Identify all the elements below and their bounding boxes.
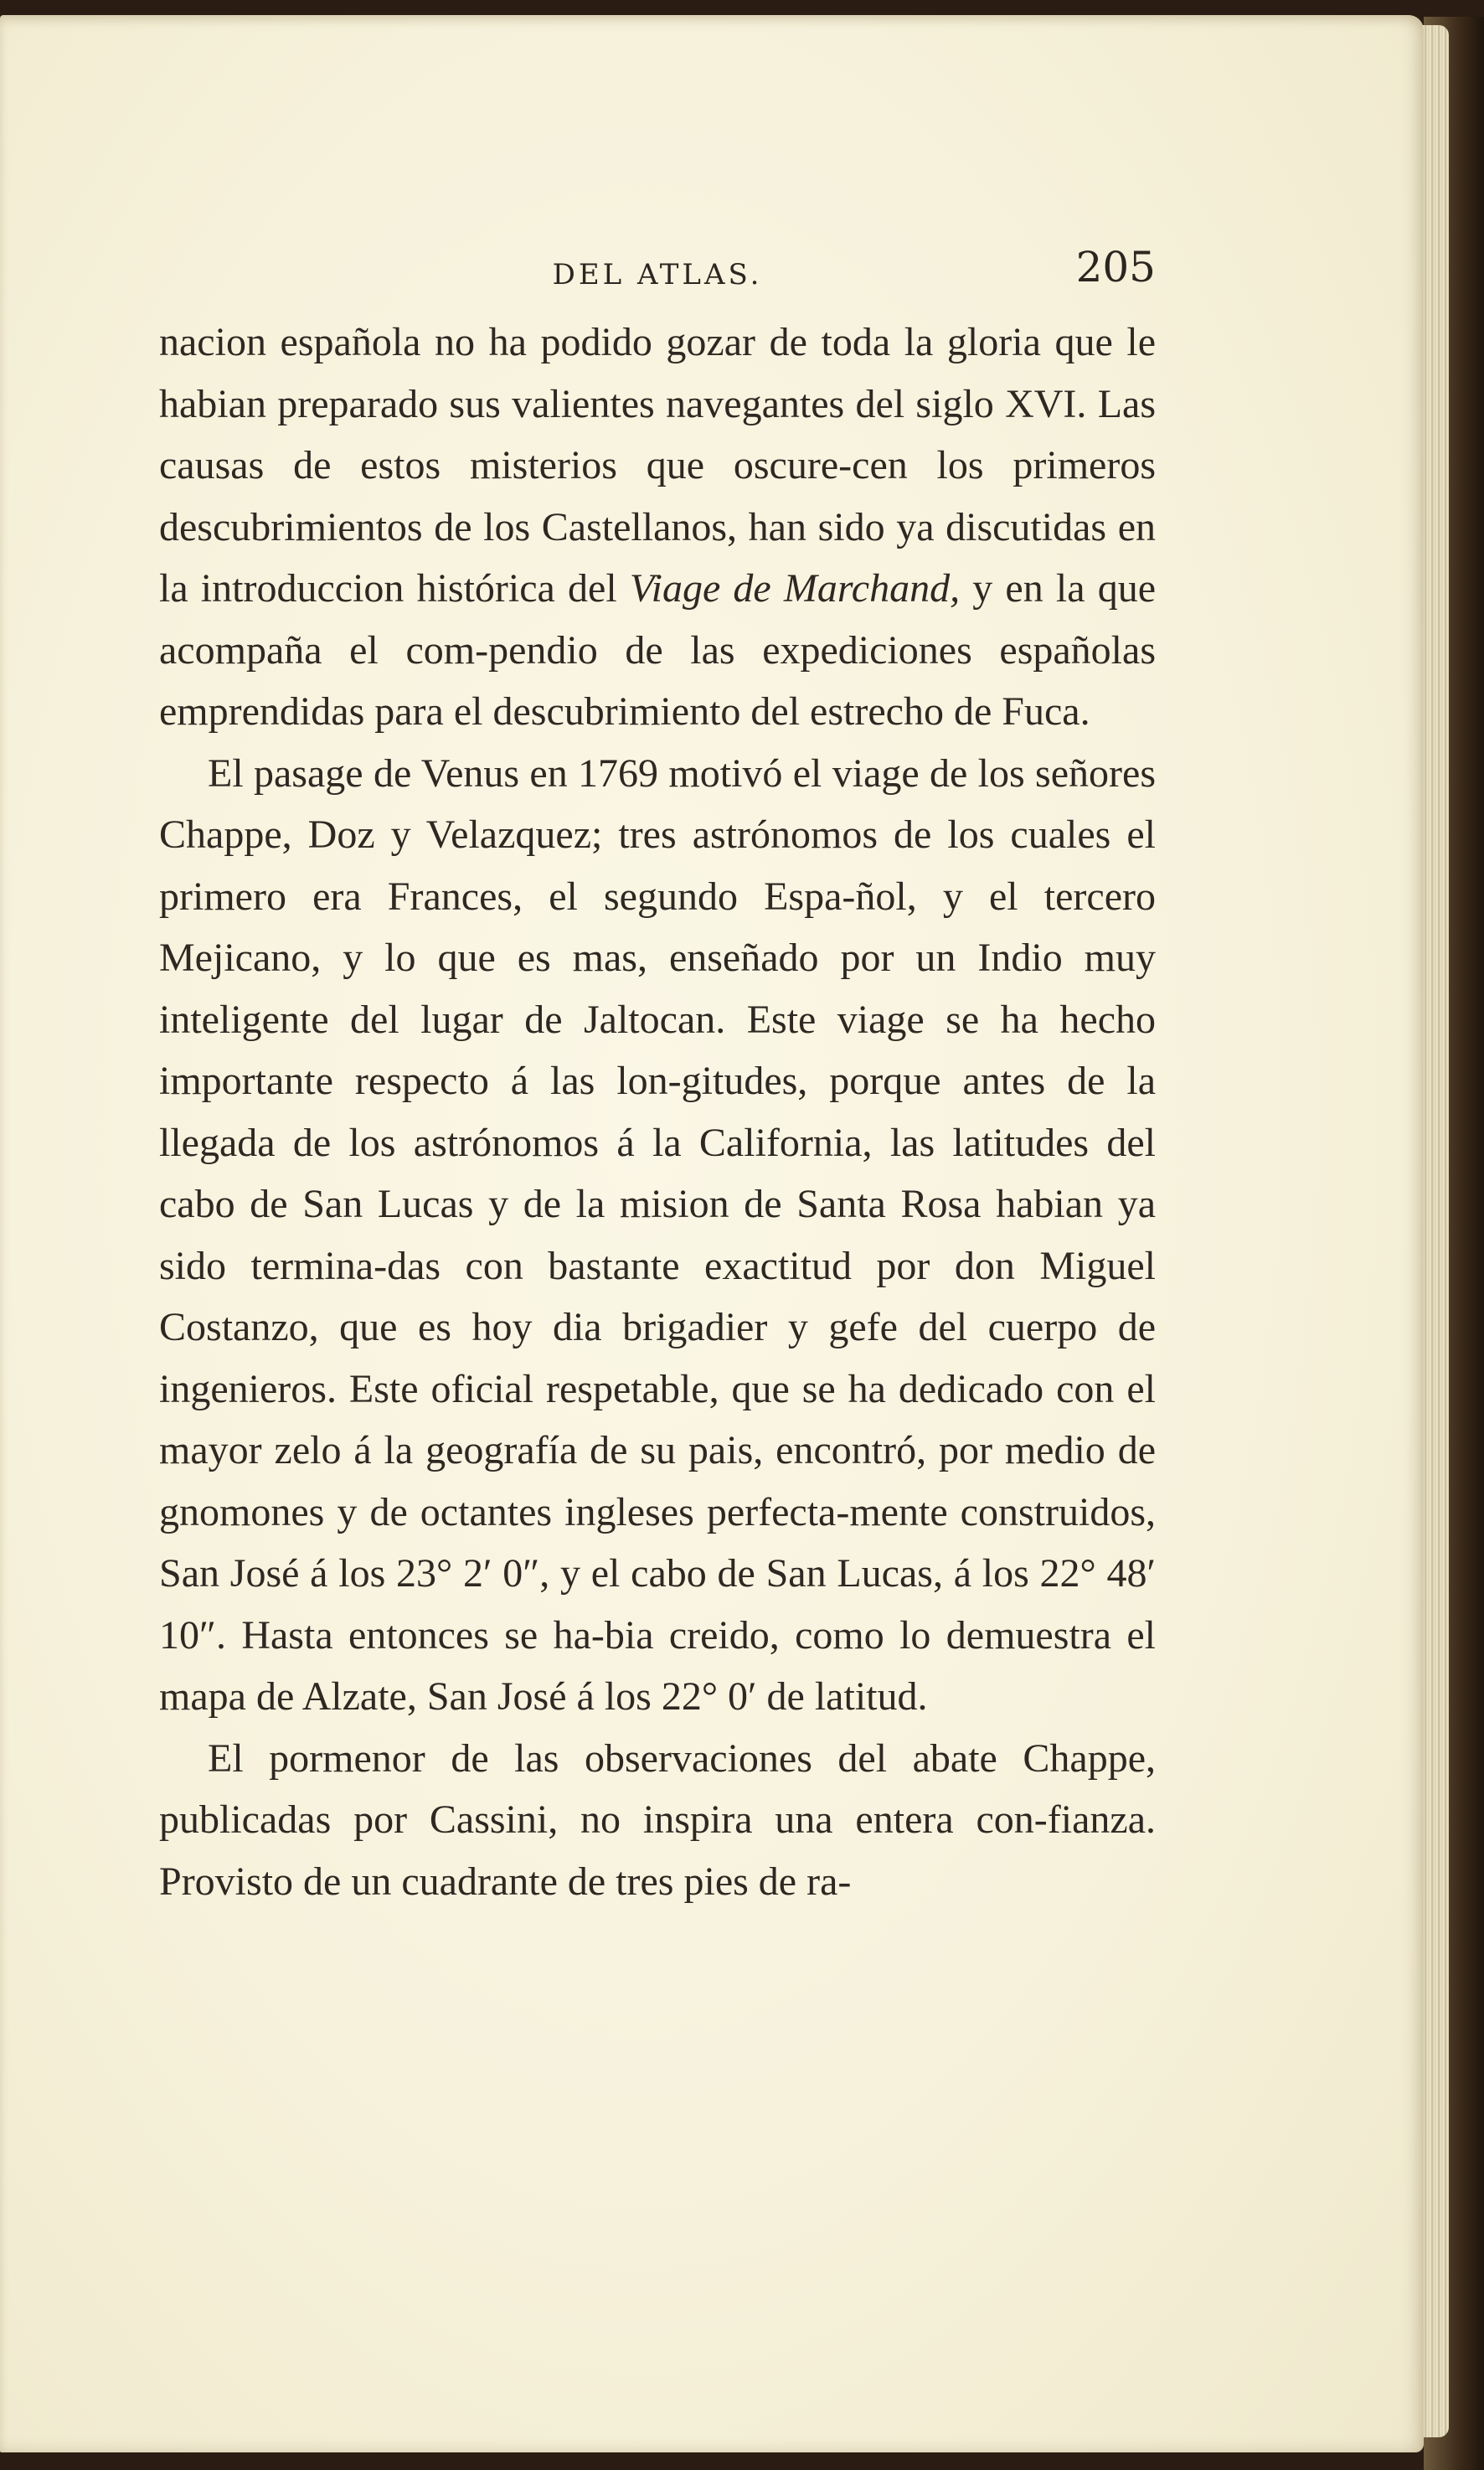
body-text bbox=[159, 312, 1156, 1912]
paragraph-1-text-a: nacion española no ha podido gozar de toda la gloria que le habian preparado sus valientes navegantes del siglo XVI. Las causas de estos misterios que oscure-cen los primeros descubrimientos de los Castellanos, han sido ya discutidas en la introduccion histórica del bbox=[159, 320, 1156, 611]
running-head: DEL ATLAS. bbox=[552, 258, 763, 291]
paragraph-2: El pasage de Venus en 1769 motivó el viage de los señores Chappe, Doz y Velazquez; tres astrónomos de los cuales el primero era Frances, el segundo Espa-ñol, y el tercero Mejicano, y lo que es mas, enseñado por un Indio muy inteligente del lugar de Jaltocan. Este viage se ha hecho importante respecto á las lon-gitudes, porque antes de la llegada de los astrónomos á la California, las latitudes del cabo de San Lucas y de la mision de Santa Rosa habian ya sido termina-das con bastante exactitud por don Miguel Costanzo, que es hoy dia brigadier y gefe del cuerpo de ingenieros. Este oficial respetable, que se ha dedicado con el mayor zelo á la geografía de su pais, encontró, por medio de gnomones y de octantes ingleses perfecta-mente construidos, San José á los 23° 2′ 0″, y el cabo de San Lucas, á los 22° 48′ 10″. Hasta entonces se ha-bia creido, como lo demuestra el mapa de Alzate, San José á los 22° 0′ de latitud. bbox=[159, 750, 1156, 1719]
paragraph-3: El pormenor de las observaciones del abate Chappe, publicadas por Cassini, no inspira una entera con-fianza. Provisto de un cuadrante de tres pies de ra- bbox=[159, 1735, 1156, 1904]
book-title-italic: Viage de Marchand, bbox=[629, 566, 961, 611]
page-header bbox=[159, 243, 1156, 302]
paragraph-1 bbox=[159, 312, 1156, 743]
paragraph-1-text-b: y en la que acompaña el com-pendio de las expediciones españolas emprendidas para el descubrimiento del estrecho de Fuca. bbox=[159, 566, 1157, 734]
page-number: 205 bbox=[1075, 243, 1156, 291]
